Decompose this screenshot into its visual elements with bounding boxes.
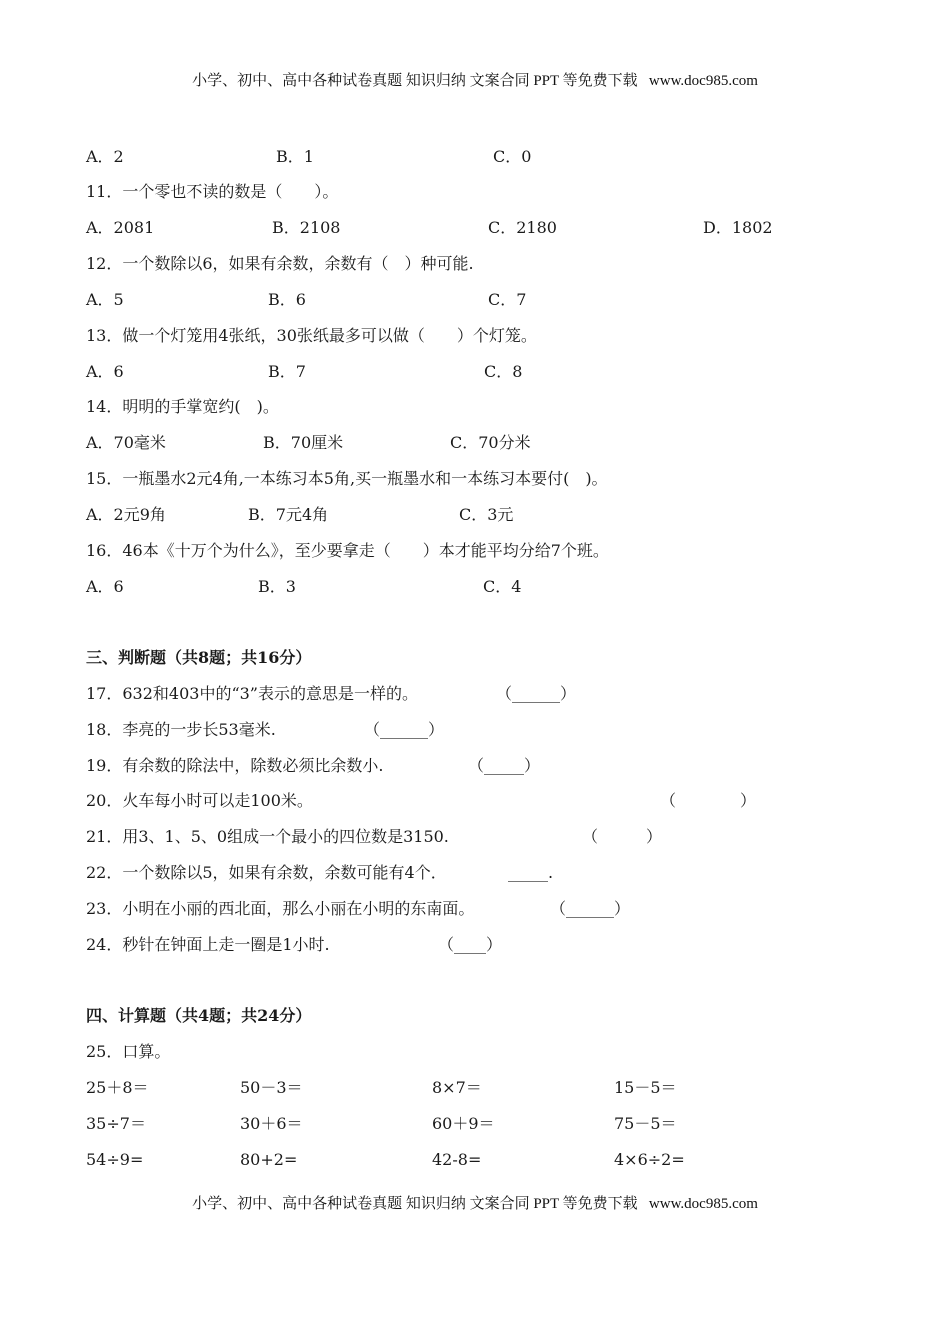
calc-r3-c1: 54÷9= [86,1150,144,1169]
q13-option-b: B．7 [268,362,306,381]
q11-option-b: B．2108 [272,218,341,237]
question-11: 11．一个零也不读的数是（ ）。 [86,182,339,201]
calc-r1-c4: 15－5＝ [614,1078,677,1097]
q20-answer-bracket[interactable]: （ ） [660,791,757,810]
q12-option-c: C．7 [488,290,527,309]
question-25: 25．口算。 [86,1042,171,1061]
question-17: 17．632和403中的“3”表示的意思是一样的。 [86,684,418,703]
question-18: 18．李亮的一步长53毫米. [86,720,276,739]
calc-r3-c2: 80+2= [240,1150,298,1169]
question-16: 16．46本《十万个为什么》，至少要拿走（ ）本才能平均分给7个班。 [86,541,609,560]
page-header: 小学、初中、高中各种试卷真题 知识归纳 文案合同 PPT 等免费下载 www.doc985.com [192,73,758,89]
calc-r2-c4: 75－5＝ [614,1114,677,1133]
calc-r2-c3: 60＋9＝ [432,1114,495,1133]
q12-option-b: B．6 [268,290,306,309]
section-3-title: 三、判断题（共8题；共16分） [86,648,312,667]
calc-r2-c1: 35÷7＝ [86,1114,146,1133]
question-15: 15．一瓶墨水2元4角,一本练习本5角,买一瓶墨水和一本练习本要付( )。 [86,469,608,488]
calc-r1-c3: 8×7＝ [432,1078,482,1097]
q12-option-a: A．5 [86,290,124,309]
q13-option-c: C．8 [484,362,523,381]
q18-answer-bracket[interactable]: （______） [364,720,445,739]
q11-option-a: A．2081 [86,218,155,237]
q10-option-a: A．2 [86,147,124,166]
q14-option-a: A．70毫米 [86,433,166,452]
page-footer: 小学、初中、高中各种试卷真题 知识归纳 文案合同 PPT 等免费下载 www.doc985.com [192,1196,758,1212]
q13-option-a: A．6 [86,362,124,381]
section-4-title: 四、计算题（共4题；共24分） [86,1006,312,1025]
question-22: 22．一个数除以5，如果有余数，余数可能有4个． [86,863,447,882]
calc-r3-c3: 42-8= [432,1150,482,1169]
q10-option-c: C．0 [493,147,532,166]
q11-option-c: C．2180 [488,218,557,237]
q22-answer-blank[interactable]: _____. [508,863,554,882]
q15-option-b: B．7元4角 [248,505,329,524]
q24-answer-bracket[interactable]: （____） [438,935,503,954]
question-20: 20．火车每小时可以走100米。 [86,791,313,810]
q16-option-c: C．4 [483,577,522,596]
q23-answer-bracket[interactable]: （______） [550,899,631,918]
q21-answer-bracket[interactable]: （ ） [582,827,663,846]
question-13: 13．做一个灯笼用4张纸，30张纸最多可以做（ ）个灯笼。 [86,326,537,345]
question-14: 14．明明的手掌宽约( )。 [86,397,279,416]
q17-answer-bracket[interactable]: （______） [496,684,577,703]
calc-r1-c1: 25＋8＝ [86,1078,149,1097]
question-21: 21．用3、1、5、0组成一个最小的四位数是3150. [86,827,449,846]
q19-answer-bracket[interactable]: （_____） [468,756,541,775]
q11-option-d: D．1802 [703,218,773,237]
calc-r1-c2: 50－3＝ [240,1078,303,1097]
question-12: 12．一个数除以6，如果有余数，余数有（ ）种可能. [86,254,474,273]
calc-r3-c4: 4×6÷2= [614,1150,685,1169]
q15-option-c: C．3元 [459,505,514,524]
question-19: 19．有余数的除法中，除数必须比余数小. [86,756,384,775]
question-23: 23．小明在小丽的西北面，那么小丽在小明的东南面。 [86,899,475,918]
q10-option-b: B．1 [276,147,314,166]
calc-r2-c2: 30＋6＝ [240,1114,303,1133]
q14-option-c: C．70分米 [450,433,531,452]
q16-option-a: A．6 [86,577,124,596]
q16-option-b: B．3 [258,577,296,596]
q14-option-b: B．70厘米 [263,433,344,452]
q15-option-a: A．2元9角 [86,505,166,524]
question-24: 24．秒针在钟面上走一圈是1小时. [86,935,330,954]
